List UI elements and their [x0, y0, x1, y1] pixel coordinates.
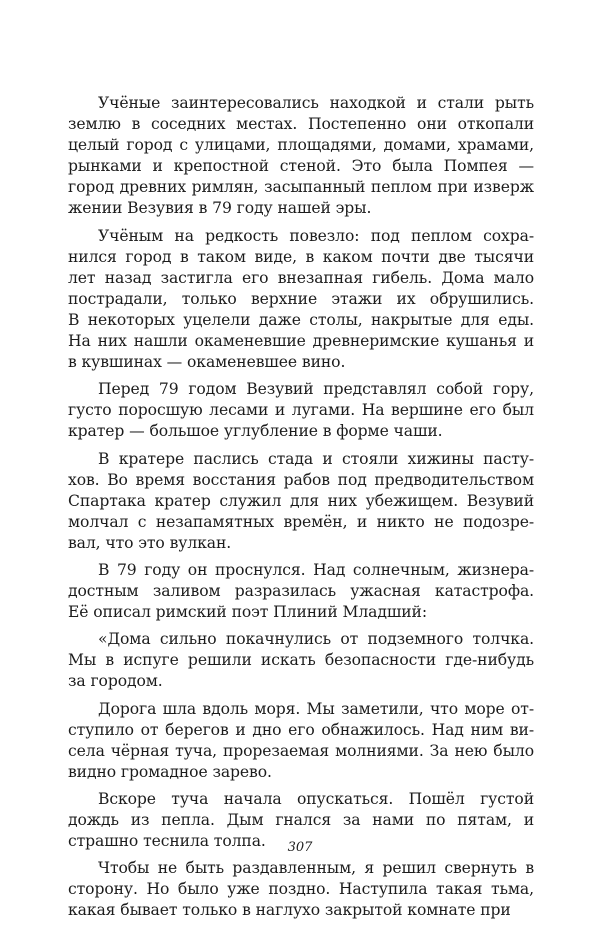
text-line: Её описал римский поэт Плиний Младший: — [68, 603, 428, 622]
text-line: какая бывает только в наглухо закрытой комнате при — [68, 901, 511, 920]
text-line: Спартака кратер служил для них убежищем. Везувий — [68, 491, 534, 510]
text-line: вал, что это вулкан. — [68, 533, 232, 552]
text-line: «Дома сильно покачнулись от подземного толчка. — [98, 630, 534, 649]
text-line: На них нашли окаменевшие древнеримские кушанья и — [68, 332, 534, 351]
text-line: Чтобы не быть раздавленным, я решил свернуть в — [98, 859, 534, 878]
page-number: 307 — [287, 840, 313, 855]
text-line: город древних римлян, засыпанный пеплом при изверж — [68, 178, 534, 197]
text-line: кратер — большое углубление в форме чаши. — [68, 422, 443, 441]
text-line: целый город с улицами, площадями, домами, храмами, — [68, 136, 534, 155]
paragraph — [68, 379, 534, 442]
paragraph — [68, 699, 534, 783]
text-line: землю в соседних местах. Постепенно они откопали — [68, 115, 534, 134]
text-line: Дорога шла вдоль моря. Мы заметили, что море от- — [98, 699, 534, 718]
text-line: Учёные заинтересовались находкой и стали рыть — [98, 94, 534, 112]
text-line: лет назад застигла его внезапная гибель. Дома мало — [68, 268, 534, 287]
text-line: села чёрная туча, прорезаемая молниями. За нею было — [68, 741, 534, 760]
text-block — [68, 93, 534, 921]
text-line: рынками и крепостной стеной. Это была Помпея — — [68, 157, 534, 176]
paragraph — [68, 629, 534, 692]
text-line: страшно теснила толпа. — [68, 832, 266, 851]
text-line: Учёным на редкость повезло: под пеплом сохра- — [98, 226, 534, 245]
text-line: В некоторых уцелели даже столы, накрытые для еды. — [68, 310, 534, 329]
text-line: Мы в испуге решили искать безопасности где-нибудь — [68, 651, 534, 670]
text-line: в кувшинах — окаменевшее вино. — [68, 353, 346, 372]
text-line: видно громадное зарево. — [68, 762, 272, 781]
text-line: нился город в таком виде, в каком почти две тысячи — [68, 247, 534, 266]
text-line: молчал с незапамятных времён, и никто не подозре- — [68, 512, 534, 531]
text-line: хов. Во время восстания рабов под предводительством — [68, 470, 534, 489]
text-line: густо поросшую лесами и лугами. На вершине его был — [68, 401, 534, 420]
text-line: Вскоре туча начала опускаться. Пошёл густой — [98, 789, 534, 808]
paragraph — [68, 560, 534, 623]
text-line: сторону. Но было уже поздно. Наступила такая тьма, — [68, 880, 534, 899]
text-line: ступило от берегов и дно его обнажилось. Над ним ви- — [68, 720, 534, 739]
paragraph — [68, 226, 534, 374]
paragraph — [68, 858, 534, 921]
text-line: В кратере паслись стада и стояли хижины пасту- — [98, 449, 534, 468]
text-line: жении Везувия в 79 году нашей эры. — [68, 199, 372, 218]
paragraph — [68, 449, 534, 554]
text-line: дождь из пепла. Дым гнался за нами по пятам, и — [68, 811, 534, 829]
text-line: Перед 79 годом Везувий представлял собой гору, — [98, 380, 534, 399]
text-line: пострадали, только верхние этажи их обрушились. — [68, 289, 534, 308]
text-line: В 79 году он проснулся. Над солнечным, жизнера- — [98, 560, 534, 579]
paragraph — [68, 93, 534, 220]
text-line: достным заливом разразилась ужасная катастрофа. — [68, 582, 534, 601]
text-line: за городом. — [68, 672, 163, 691]
